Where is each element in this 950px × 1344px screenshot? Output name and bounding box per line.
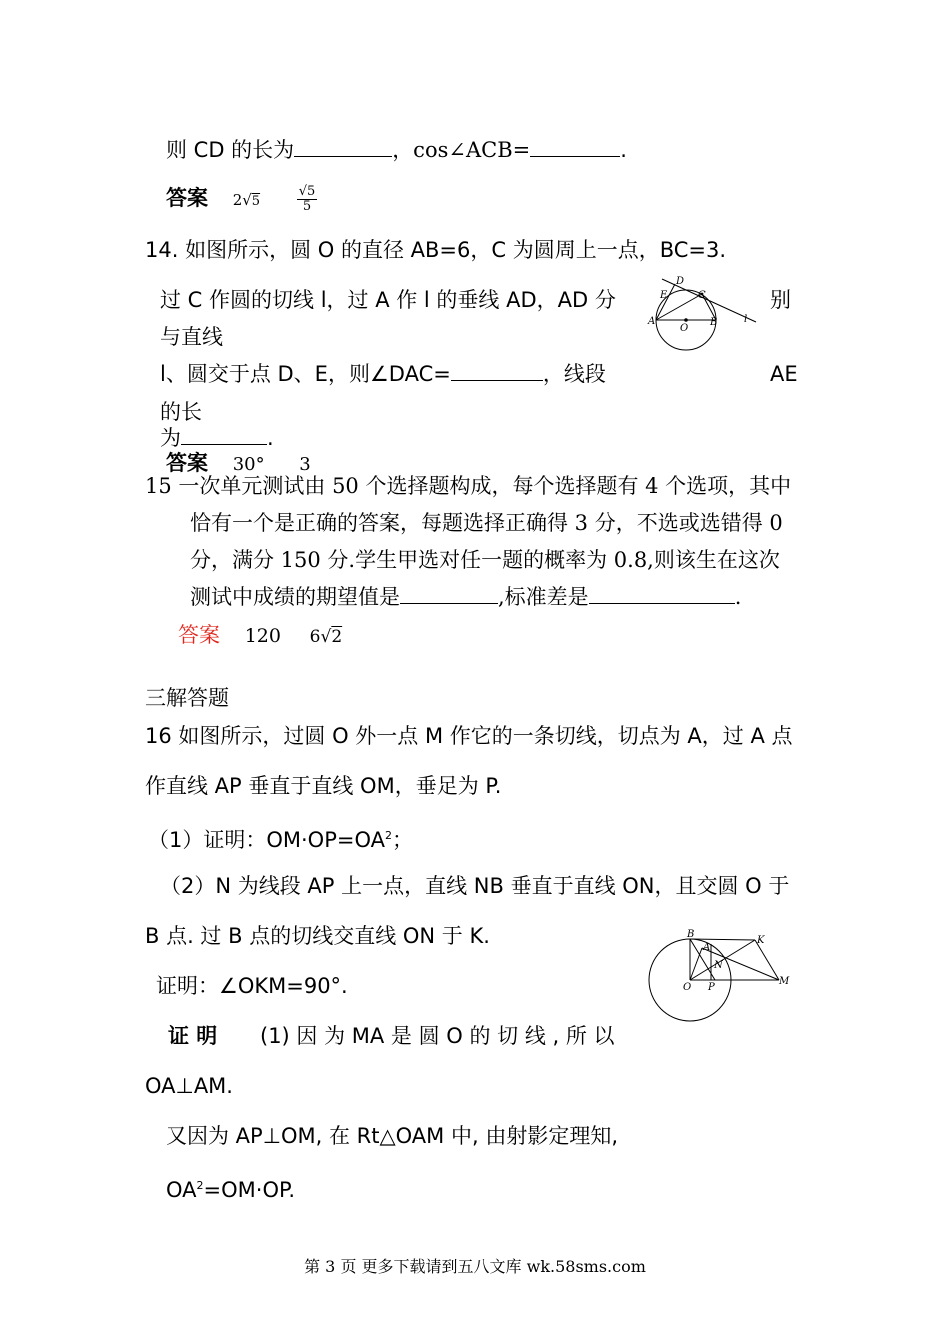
ans-value: 3 — [299, 454, 311, 475]
q16-part2-line2: B 点. 过 B 点的切线交直线 ON 于 K. — [145, 924, 490, 948]
q14-line5: 的长 — [160, 400, 202, 424]
q16-proof-line1: 证 明 (1) 因 为 MA 是 圆 O 的 切 线 , 所 以 — [168, 1024, 615, 1048]
proof-label: 证 明 — [168, 1024, 218, 1048]
label-N: N — [714, 960, 723, 971]
blank — [294, 138, 392, 157]
ans-fraction: $\frac{√5}{5}$ — [298, 183, 316, 214]
label-K: K — [757, 935, 765, 946]
label-C: C — [698, 290, 706, 301]
answer-label: 答案 — [166, 451, 208, 475]
ans-value: 2√5 — [232, 191, 261, 209]
q15-line2: 恰有一个是正确的答案，每题选择正确得 3 分，不选或选错得 0 — [190, 511, 783, 535]
label-E: E — [660, 290, 668, 301]
ans-value: 6√2 — [309, 627, 343, 647]
blank — [181, 426, 267, 445]
q16-proof-line3: 又因为 AP⊥OM, 在 Rt△OAM 中, 由射影定理知, — [166, 1124, 618, 1148]
q14-line1: 14. 如图所示，圆 O 的直径 AB=6，C 为圆周上一点，BC=3. — [145, 238, 727, 262]
label-l: l — [744, 314, 748, 325]
q16-part1: （1）证明：$OM\cdot OP=OA^2$； — [148, 828, 413, 852]
q13-text-c: . — [620, 138, 627, 162]
q13-line — [166, 136, 627, 164]
section-title: 三解答题 — [145, 686, 229, 710]
label-O: O — [683, 982, 692, 993]
q16-proof-line4: $OA^2=OM\cdot OP$. — [166, 1178, 296, 1202]
q14-circle-figure — [640, 272, 760, 354]
label-M: M — [779, 976, 790, 987]
q15-answer — [178, 621, 342, 651]
q13-text-a: 则 CD 的长为 — [166, 138, 295, 162]
answer-label: 答案 — [178, 623, 220, 647]
blank — [451, 362, 543, 381]
q14-line2-right: 别 — [770, 288, 791, 312]
label-B: B — [687, 929, 695, 940]
blank — [530, 138, 620, 157]
q16-circle-figure — [645, 926, 795, 1028]
q14-line6: 为 . — [160, 426, 274, 450]
ans-value: 30° — [232, 454, 265, 475]
q14-line4: l、圆交于点 D、E，则∠DAC= ，线段 — [160, 362, 606, 386]
blank — [400, 585, 498, 604]
q16-proof-line2: OA⊥AM. — [145, 1074, 233, 1098]
label-A: A — [703, 942, 711, 953]
q15-line3: 分，满分 150 分.学生甲选对任一题的概率为 0.8,则该生在这次 — [190, 548, 780, 572]
label-B: B — [710, 317, 718, 328]
label-O: O — [680, 323, 689, 334]
ans-value: 120 — [244, 625, 281, 647]
answer-label: 答案 — [166, 186, 208, 210]
label-A: A — [648, 316, 656, 327]
label-P: P — [708, 982, 715, 993]
q16-part2-line1: （2）N 为线段 AP 上一点，直线 NB 垂直于直线 ON，且交圆 O 于 — [160, 874, 790, 898]
page-footer: 第 3 页 更多下载请到五八文库 wk.58sms.com — [304, 1257, 646, 1276]
q14-line2: 过 C 作圆的切线 l，过 A 作 l 的垂线 AD，AD 分 — [160, 288, 616, 312]
label-D: D — [676, 276, 685, 287]
q16-line2: 作直线 AP 垂直于直线 OM，垂足为 P. — [145, 774, 502, 798]
q16-line1: 16 如图所示，过圆 O 外一点 M 作它的一条切线，切点为 A，过 A 点 — [145, 724, 793, 748]
q16-part2-line3: 证明：∠OKM=90°. — [156, 974, 348, 998]
blank — [589, 585, 735, 604]
q13-answer — [166, 184, 317, 216]
q15-line4: 测试中成绩的期望值是 ,标准差是 . — [190, 585, 742, 609]
q13-text-b: ，cos∠ACB= — [392, 138, 531, 162]
q14-line3: 与直线 — [160, 325, 223, 349]
q14-line4-right: AE — [770, 362, 798, 386]
q15-line1: 15 一次单元测试由 50 个选择题构成，每个选择题有 4 个选项，其中 — [145, 474, 792, 498]
